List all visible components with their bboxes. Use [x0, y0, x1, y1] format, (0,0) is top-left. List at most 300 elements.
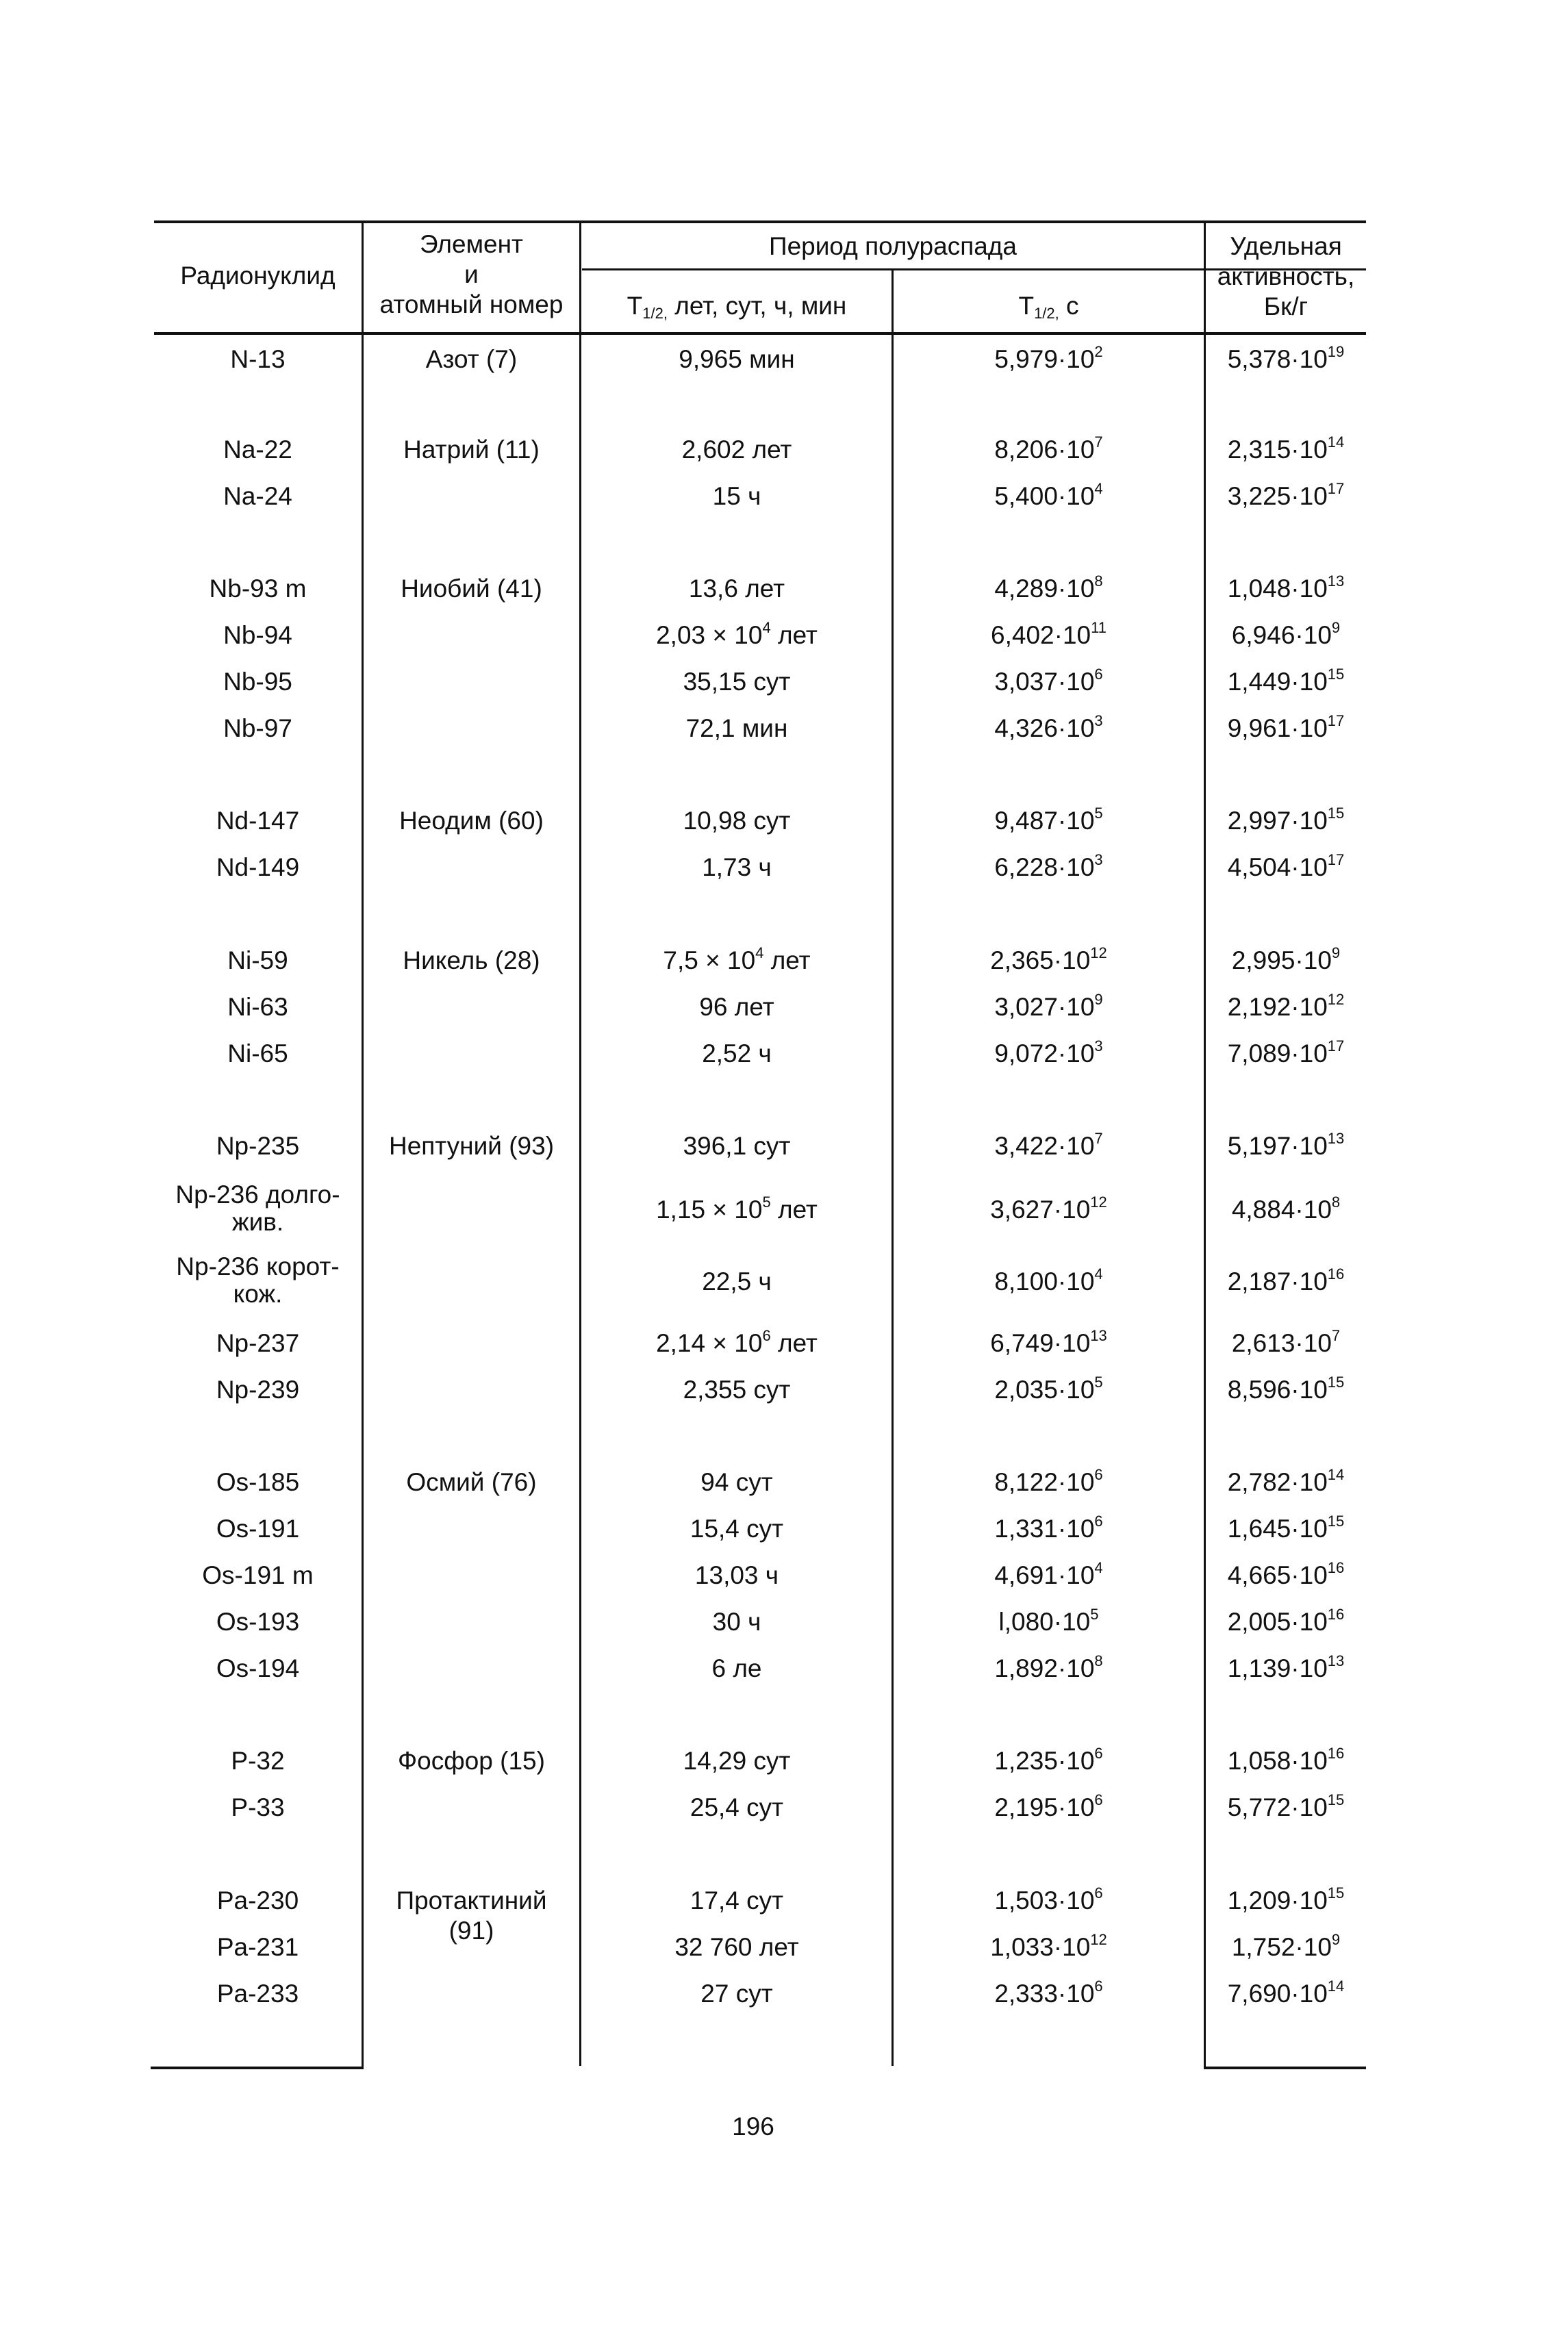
nuclide-cell — [154, 946, 362, 976]
halflife-cell — [582, 344, 892, 375]
nuclide-cell — [154, 1979, 362, 2009]
activity-mantissa: 1,645·10 — [1227, 1515, 1328, 1543]
seconds-mantissa: 6,749·10 — [990, 1329, 1091, 1357]
halflife-seconds-cell — [894, 1131, 1204, 1161]
header-activity-line2: активность, — [1217, 262, 1355, 290]
seconds-exponent: 7 — [1094, 433, 1103, 451]
halflife-seconds-cell — [894, 435, 1204, 465]
activity-cell — [1206, 806, 1366, 836]
halflife-value: 2,52 ч — [702, 1039, 772, 1068]
activity-cell — [1206, 1467, 1366, 1498]
halflife-mantissa: 2,14 × 10 — [656, 1329, 763, 1357]
seconds-exponent: 6 — [1094, 1513, 1103, 1530]
seconds-mantissa: 3,037·10 — [994, 668, 1095, 696]
nuclide-cell — [154, 1328, 362, 1359]
header-halflife-units — [582, 291, 892, 321]
nuclide-cell — [154, 1561, 362, 1591]
halflife-value: 14,29 сут — [683, 1747, 791, 1775]
halflife-value: 72,1 мин — [685, 714, 788, 742]
nuclide-name: Ni-63 — [227, 993, 288, 1021]
element-name: Нептуний (93) — [388, 1132, 555, 1160]
seconds-mantissa: 1,235·10 — [994, 1747, 1095, 1775]
seconds-exponent: 3 — [1094, 1037, 1103, 1054]
activity-cell — [1206, 1375, 1366, 1405]
halflife-seconds-cell — [894, 1979, 1204, 2009]
seconds-exponent: 7 — [1094, 1130, 1103, 1147]
seconds-exponent: 6 — [1094, 1884, 1103, 1902]
element-cell — [364, 574, 579, 604]
nuclide-name: Pa-231 — [216, 1933, 299, 1961]
element-name: Азот (7) — [425, 345, 518, 373]
halflife-cell — [582, 1886, 892, 1916]
halflife-value: 10,98 сут — [683, 807, 791, 835]
activity-exponent: 17 — [1327, 712, 1345, 729]
halflife-exponent: 4 — [762, 619, 771, 636]
halflife-value: 35,15 сут — [683, 668, 791, 696]
element-name: Никель (28) — [403, 946, 540, 974]
header-element — [364, 229, 579, 320]
halflife-seconds-cell — [894, 344, 1204, 375]
activity-mantissa: 4,504·10 — [1227, 853, 1328, 881]
seconds-exponent: 4 — [1094, 1265, 1103, 1283]
seconds-exponent: 6 — [1094, 1466, 1103, 1483]
nuclide-name: Nb-97 — [223, 714, 292, 742]
activity-cell — [1206, 344, 1366, 375]
activity-cell — [1206, 435, 1366, 465]
activity-mantissa: 1,058·10 — [1227, 1747, 1328, 1775]
nuclide-name: Os-185 — [216, 1468, 300, 1496]
halflife-seconds-cell — [894, 1328, 1204, 1359]
activity-mantissa: 5,378·10 — [1227, 345, 1328, 373]
halflife-value: 15,4 сут — [690, 1515, 784, 1543]
activity-cell — [1206, 1514, 1366, 1544]
activity-exponent: 15 — [1327, 1884, 1345, 1902]
halflife-cell — [582, 806, 892, 836]
halflife-cell — [582, 852, 892, 883]
halflife-seconds-cell — [894, 620, 1204, 650]
element-name: Фосфор (15) — [398, 1747, 545, 1775]
seconds-exponent: 4 — [1094, 1559, 1103, 1576]
activity-cell — [1206, 1195, 1366, 1225]
nuclide-name: Nd-147 — [216, 807, 300, 835]
halflife-cell — [582, 1514, 892, 1544]
activity-mantissa: 2,005·10 — [1227, 1608, 1328, 1636]
activity-exponent: 9 — [1331, 944, 1341, 961]
nuclide-name: Na-22 — [223, 435, 292, 464]
activity-mantissa: 5,197·10 — [1227, 1132, 1328, 1160]
halflife-seconds-cell — [894, 1746, 1204, 1776]
seconds-mantissa: l,080·10 — [998, 1608, 1091, 1636]
seconds-mantissa: 6,228·10 — [994, 853, 1095, 881]
halflife-value: 96 лет — [699, 993, 774, 1021]
halflife-cell — [582, 1131, 892, 1161]
nuclide-cell — [154, 1514, 362, 1544]
halflife-value: 2,602 лет — [681, 435, 792, 464]
header-halflife-seconds — [894, 291, 1204, 321]
seconds-mantissa: 1,503·10 — [994, 1886, 1095, 1915]
halflife-cell — [582, 946, 892, 976]
seconds-exponent: 6 — [1094, 1745, 1103, 1762]
activity-cell — [1206, 481, 1366, 511]
nuclide-cell — [154, 574, 362, 604]
seconds-mantissa: 5,979·10 — [994, 345, 1095, 373]
activity-mantissa: 2,613·10 — [1231, 1329, 1332, 1357]
seconds-mantissa: 2,035·10 — [994, 1376, 1095, 1404]
halflife-cell — [582, 1793, 892, 1823]
activity-cell — [1206, 852, 1366, 883]
halflife-mantissa: 7,5 × 10 — [663, 946, 756, 974]
halflife-value: 94 сут — [700, 1468, 773, 1496]
activity-exponent: 9 — [1331, 619, 1341, 636]
element-name: Натрий (11) — [403, 435, 540, 464]
halflife-value: 25,4 сут — [690, 1793, 784, 1821]
element-cell — [364, 1131, 579, 1161]
nuclide-name: Na-24 — [223, 482, 292, 510]
seconds-mantissa: 1,892·10 — [994, 1654, 1095, 1682]
nuclide-cell — [154, 1131, 362, 1161]
seconds-mantissa: 8,100·10 — [994, 1267, 1095, 1296]
activity-mantissa: 7,089·10 — [1227, 1039, 1328, 1068]
activity-mantissa: 2,995·10 — [1231, 946, 1332, 974]
activity-exponent: 12 — [1327, 991, 1345, 1008]
activity-exponent: 13 — [1327, 1130, 1345, 1147]
seconds-mantissa: 5,400·10 — [994, 482, 1095, 510]
activity-exponent: 17 — [1327, 851, 1345, 868]
header-element-line1: Элемент — [420, 230, 523, 258]
header-t-sub-2: 1/2, — [1034, 305, 1059, 322]
nuclide-name: P-33 — [231, 1793, 285, 1821]
activity-mantissa: 6,946·10 — [1231, 621, 1332, 649]
element-name: Осмий (76) — [406, 1468, 537, 1496]
seconds-exponent: 13 — [1090, 1327, 1107, 1344]
seconds-mantissa: 2,365·10 — [990, 946, 1091, 974]
halflife-exponent: 5 — [762, 1193, 771, 1211]
nuclide-name: Np-235 — [216, 1132, 300, 1160]
halflife-mantissa: 2,03 × 10 — [656, 621, 763, 649]
activity-mantissa: 7,690·10 — [1227, 1980, 1328, 2008]
activity-exponent: 19 — [1327, 343, 1345, 360]
halflife-cell — [582, 1979, 892, 2009]
table-bottom-rule-right — [1205, 2067, 1366, 2069]
activity-mantissa: 1,449·10 — [1227, 668, 1328, 696]
activity-mantissa: 3,225·10 — [1227, 482, 1328, 510]
table-top-rule — [154, 220, 1366, 223]
activity-exponent: 15 — [1327, 1374, 1345, 1391]
halflife-subheader-rule — [582, 268, 1212, 270]
halflife-cell — [582, 574, 892, 604]
halflife-value: 9,965 мин — [679, 345, 795, 373]
nuclide-name: Nd-149 — [216, 853, 300, 881]
halflife-seconds-cell — [894, 1607, 1204, 1637]
header-halflife-group: Период полураспада — [769, 232, 1017, 260]
halflife-value: 27 сут — [700, 1980, 773, 2008]
activity-mantissa: 2,192·10 — [1227, 993, 1328, 1021]
halflife-seconds-cell — [894, 1561, 1204, 1591]
seconds-exponent: 12 — [1090, 1193, 1107, 1211]
activity-cell — [1206, 1039, 1366, 1069]
nuclide-name: Pa-233 — [216, 1980, 299, 2008]
activity-mantissa: 4,884·10 — [1231, 1196, 1332, 1224]
activity-exponent: 16 — [1327, 1559, 1345, 1576]
nuclide-cell — [154, 1654, 362, 1684]
header-activity — [1206, 231, 1366, 322]
halflife-value: 32 760 лет — [674, 1933, 799, 1961]
nuclide-cell — [154, 1181, 362, 1236]
halflife-cell — [582, 667, 892, 697]
nuclide-name: N-13 — [230, 345, 286, 373]
halflife-seconds-cell — [894, 1195, 1204, 1225]
nuclide-cell — [154, 1039, 362, 1069]
activity-cell — [1206, 1131, 1366, 1161]
halflife-exponent: 4 — [755, 944, 764, 961]
nuclide-cell — [154, 667, 362, 697]
nuclide-line1: Np-236 корот- — [176, 1252, 340, 1280]
halflife-cell — [582, 1746, 892, 1776]
halflife-seconds-cell — [894, 1514, 1204, 1544]
nuclide-name: Os-191 — [216, 1515, 300, 1543]
halflife-cell — [582, 1607, 892, 1637]
seconds-exponent: 5 — [1094, 805, 1103, 822]
seconds-mantissa: 4,326·10 — [994, 714, 1095, 742]
activity-cell — [1206, 1654, 1366, 1684]
header-halflife-units-rest: лет, сут, ч, мин — [667, 292, 847, 320]
nuclide-cell — [154, 992, 362, 1022]
activity-exponent: 16 — [1327, 1606, 1345, 1623]
activity-cell — [1206, 713, 1366, 744]
nuclide-cell — [154, 344, 362, 375]
activity-exponent: 13 — [1327, 1652, 1345, 1669]
seconds-mantissa: 8,206·10 — [994, 435, 1095, 464]
halflife-value: 17,4 сут — [690, 1886, 784, 1915]
halflife-cell — [582, 1561, 892, 1591]
nuclide-name: Os-191 m — [202, 1561, 314, 1589]
activity-exponent: 16 — [1327, 1745, 1345, 1762]
halflife-cell — [582, 481, 892, 511]
activity-exponent: 16 — [1327, 1265, 1345, 1283]
halflife-seconds-cell — [894, 713, 1204, 744]
halflife-seconds-cell — [894, 1654, 1204, 1684]
element-cell — [364, 344, 579, 375]
activity-cell — [1206, 946, 1366, 976]
activity-exponent: 7 — [1331, 1327, 1341, 1344]
halflife-seconds-cell — [894, 1886, 1204, 1916]
halflife-cell — [582, 1039, 892, 1069]
halflife-seconds-cell — [894, 481, 1204, 511]
nuclide-cell — [154, 713, 362, 744]
seconds-mantissa: 1,331·10 — [994, 1515, 1095, 1543]
halflife-unit: лет — [770, 1329, 818, 1357]
header-element-line2: и — [464, 260, 479, 288]
seconds-mantissa: 9,072·10 — [994, 1039, 1095, 1068]
activity-exponent: 15 — [1327, 1513, 1345, 1530]
seconds-exponent: 11 — [1091, 619, 1107, 636]
activity-mantissa: 1,209·10 — [1227, 1886, 1328, 1915]
seconds-exponent: 5 — [1090, 1606, 1099, 1623]
activity-cell — [1206, 574, 1366, 604]
table-bottom-rule-left — [151, 2067, 363, 2069]
activity-exponent: 17 — [1327, 1037, 1345, 1054]
activity-exponent: 17 — [1327, 480, 1345, 497]
activity-mantissa: 5,772·10 — [1227, 1793, 1328, 1821]
header-activity-line3: Бк/г — [1263, 292, 1308, 320]
nuclide-name: P-32 — [231, 1747, 285, 1775]
halflife-seconds-cell — [894, 1467, 1204, 1498]
activity-mantissa: 4,665·10 — [1227, 1561, 1328, 1589]
nuclide-line2: кож. — [233, 1280, 283, 1308]
nuclide-cell — [154, 806, 362, 836]
nuclide-name: Pa-230 — [216, 1886, 299, 1915]
seconds-exponent: 12 — [1090, 944, 1107, 961]
element-cell — [364, 1467, 579, 1498]
seconds-exponent: 9 — [1094, 991, 1103, 1008]
nuclide-name: Ni-65 — [227, 1039, 288, 1068]
halflife-cell — [582, 1195, 892, 1225]
activity-mantissa: 1,048·10 — [1227, 574, 1328, 603]
seconds-exponent: 8 — [1094, 1652, 1103, 1669]
activity-cell — [1206, 1979, 1366, 2009]
seconds-mantissa: 1,033·10 — [990, 1933, 1091, 1961]
activity-cell — [1206, 620, 1366, 650]
nuclide-cell — [154, 852, 362, 883]
activity-exponent: 8 — [1331, 1193, 1341, 1211]
header-bottom-rule — [154, 332, 1366, 335]
seconds-exponent: 6 — [1094, 666, 1103, 683]
activity-cell — [1206, 1561, 1366, 1591]
seconds-exponent: 6 — [1094, 1978, 1103, 1995]
seconds-mantissa: 2,333·10 — [994, 1980, 1095, 2008]
halflife-cell — [582, 1375, 892, 1405]
halflife-cell — [582, 713, 892, 744]
element-line2: (91) — [448, 1917, 494, 1945]
nuclide-cell — [154, 620, 362, 650]
nuclide-name: Nb-94 — [223, 621, 292, 649]
nuclide-name: Np-239 — [216, 1376, 300, 1404]
activity-cell — [1206, 667, 1366, 697]
activity-mantissa: 2,997·10 — [1227, 807, 1328, 835]
seconds-mantissa: 2,195·10 — [994, 1793, 1095, 1821]
halflife-seconds-cell — [894, 806, 1204, 836]
halflife-seconds-cell — [894, 1039, 1204, 1069]
header-t-symbol-1: T — [627, 292, 643, 320]
halflife-value: 13,6 лет — [688, 574, 785, 603]
seconds-mantissa: 9,487·10 — [994, 807, 1095, 835]
nuclide-cell — [154, 1467, 362, 1498]
activity-exponent: 9 — [1331, 1931, 1341, 1948]
halflife-unit: лет — [770, 621, 818, 649]
activity-mantissa: 2,782·10 — [1227, 1468, 1328, 1496]
nuclide-cell — [154, 1793, 362, 1823]
nuclide-cell — [154, 481, 362, 511]
seconds-exponent: 2 — [1094, 343, 1103, 360]
header-nuclide: Радионуклид — [180, 262, 336, 290]
activity-cell — [1206, 1793, 1366, 1823]
seconds-mantissa: 6,402·10 — [991, 621, 1091, 649]
header-element-line3: атомный номер — [379, 290, 564, 318]
halflife-value: 13,03 ч — [694, 1561, 779, 1589]
element-name: Ниобий (41) — [401, 574, 542, 603]
header-halflife-seconds-rest: с — [1059, 292, 1079, 320]
halflife-value: 30 ч — [712, 1608, 761, 1636]
activity-exponent: 14 — [1327, 1978, 1345, 1995]
halflife-value: 6 ле — [711, 1654, 762, 1682]
seconds-mantissa: 3,027·10 — [994, 993, 1095, 1021]
halflife-cell — [582, 1932, 892, 1962]
halflife-cell — [582, 1467, 892, 1498]
seconds-mantissa: 4,691·10 — [994, 1561, 1095, 1589]
halflife-cell — [582, 1328, 892, 1359]
nuclide-line1: Np-236 долго- — [175, 1180, 340, 1209]
halflife-cell — [582, 1267, 892, 1297]
element-cell — [364, 1746, 579, 1776]
element-line1: Протактиний — [396, 1886, 547, 1915]
nuclide-cell — [154, 1746, 362, 1776]
halflife-value: 1,73 ч — [702, 853, 772, 881]
activity-cell — [1206, 992, 1366, 1022]
nuclide-name: Np-237 — [216, 1329, 300, 1357]
seconds-mantissa: 8,122·10 — [994, 1468, 1095, 1496]
halflife-cell — [582, 620, 892, 650]
seconds-exponent: 3 — [1094, 712, 1103, 729]
activity-mantissa: 2,187·10 — [1227, 1267, 1328, 1296]
activity-mantissa: 9,961·10 — [1227, 714, 1328, 742]
nuclide-name: Os-193 — [216, 1608, 300, 1636]
element-cell — [364, 1886, 579, 1946]
activity-mantissa: 8,596·10 — [1227, 1376, 1328, 1404]
header-t-sub-1: 1/2, — [642, 305, 668, 322]
nuclide-cell — [154, 435, 362, 465]
nuclide-cell — [154, 1886, 362, 1916]
element-cell — [364, 435, 579, 465]
nuclide-name: Os-194 — [216, 1654, 300, 1682]
halflife-seconds-cell — [894, 574, 1204, 604]
nuclide-cell — [154, 1932, 362, 1962]
header-t-symbol-2: T — [1018, 292, 1035, 320]
halflife-seconds-cell — [894, 1793, 1204, 1823]
activity-cell — [1206, 1886, 1366, 1916]
activity-mantissa: 1,139·10 — [1227, 1654, 1328, 1682]
activity-cell — [1206, 1932, 1366, 1962]
activity-exponent: 14 — [1327, 1466, 1345, 1483]
element-cell — [364, 806, 579, 836]
halflife-seconds-cell — [894, 1375, 1204, 1405]
halflife-value: 22,5 ч — [702, 1267, 772, 1296]
seconds-exponent: 6 — [1094, 1791, 1103, 1808]
halflife-value: 396,1 сут — [683, 1132, 791, 1160]
halflife-seconds-cell — [894, 667, 1204, 697]
nuclide-cell — [154, 1375, 362, 1405]
activity-exponent: 15 — [1327, 805, 1345, 822]
halflife-exponent: 6 — [762, 1327, 771, 1344]
nuclide-name: Nb-93 m — [209, 574, 307, 603]
halflife-seconds-cell — [894, 992, 1204, 1022]
halflife-seconds-cell — [894, 852, 1204, 883]
nuclide-cell — [154, 1253, 362, 1308]
halflife-mantissa: 1,15 × 10 — [656, 1196, 763, 1224]
page-number: 196 — [732, 2112, 774, 2140]
seconds-exponent: 4 — [1094, 480, 1103, 497]
activity-exponent: 13 — [1327, 572, 1345, 590]
halflife-cell — [582, 992, 892, 1022]
halflife-unit: лет — [770, 1196, 818, 1224]
halflife-seconds-cell — [894, 1932, 1204, 1962]
halflife-value: 2,355 сут — [683, 1376, 791, 1404]
seconds-exponent: 12 — [1090, 1931, 1107, 1948]
activity-mantissa: 2,315·10 — [1227, 435, 1328, 464]
halflife-cell — [582, 435, 892, 465]
nuclide-name: Nb-95 — [223, 668, 292, 696]
activity-exponent: 15 — [1327, 1791, 1345, 1808]
activity-cell — [1206, 1328, 1366, 1359]
